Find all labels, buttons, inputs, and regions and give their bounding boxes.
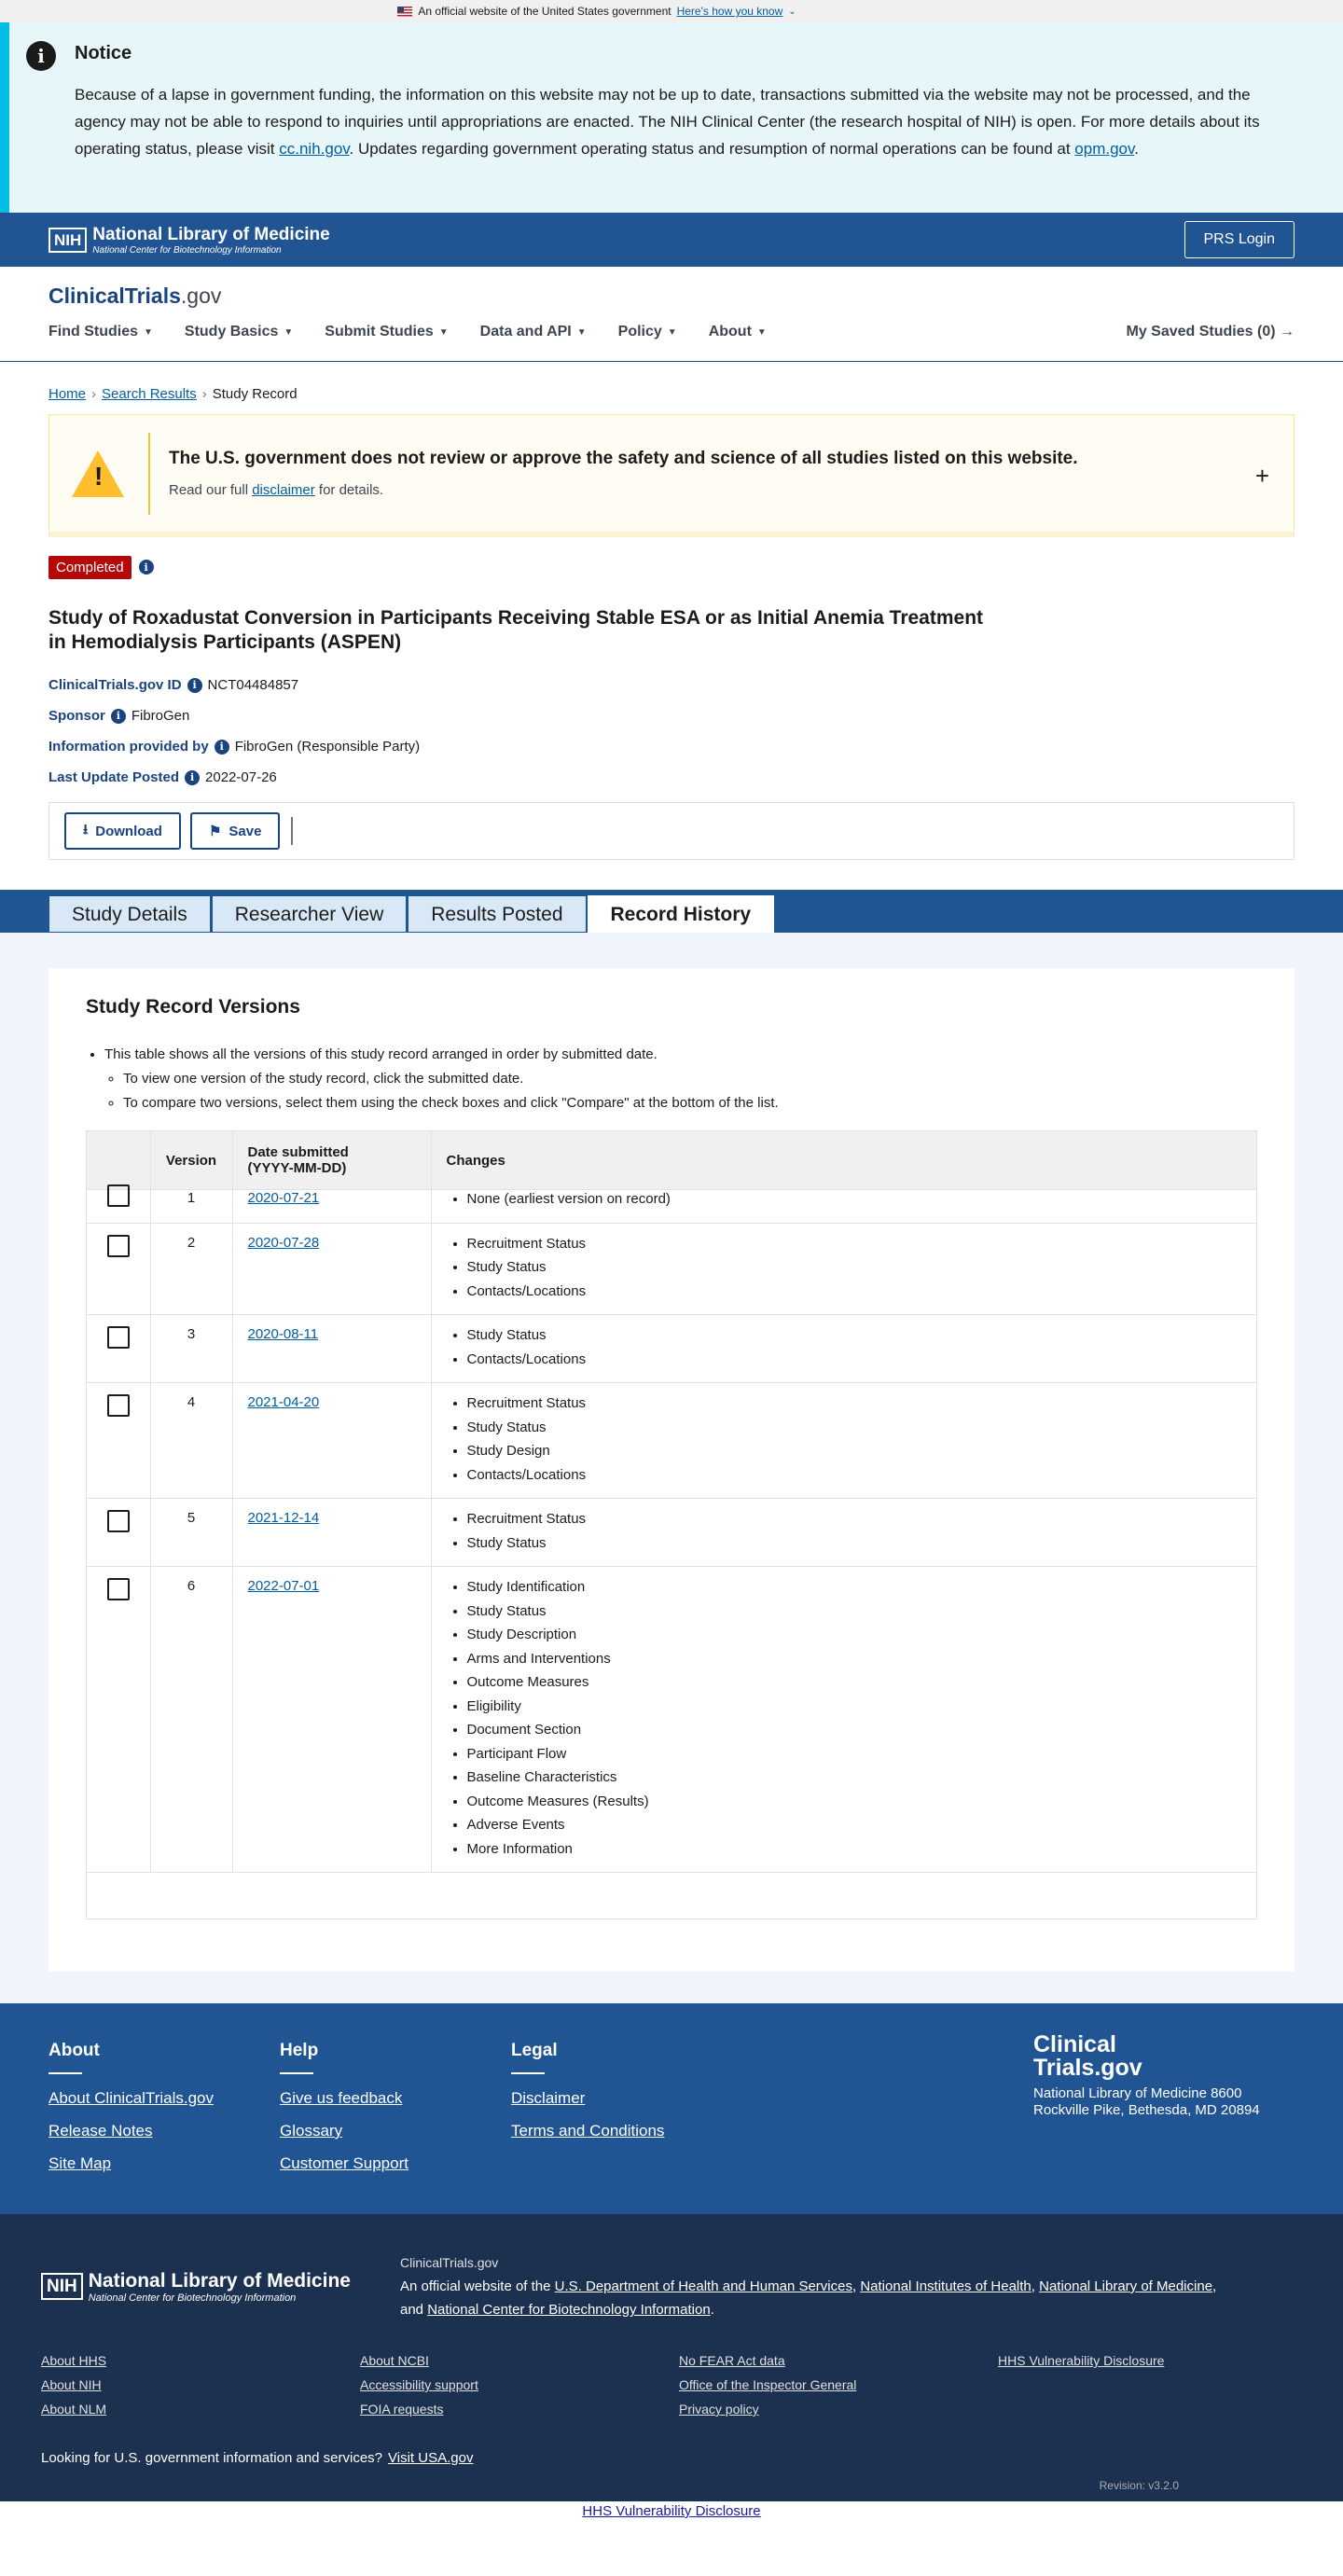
footer-link[interactable]: Site Map — [48, 2154, 112, 2172]
changes-list — [447, 1575, 1242, 1861]
footer-link[interactable]: About NCBI — [360, 2353, 429, 2368]
download-icon: ⭳ — [83, 821, 89, 838]
info-icon: i — [26, 41, 56, 71]
change-item: • Study Status — [467, 1255, 1242, 1280]
disclaimer-title: The U.S. government does not review or approve the safety and science of all studies listed on this website. — [169, 449, 1078, 468]
version-number: 5 — [150, 1499, 232, 1567]
version-number: 4 — [150, 1383, 232, 1499]
table-row — [87, 1383, 1256, 1499]
nlm-link[interactable]: National Library of Medicine — [1039, 2278, 1213, 2294]
footer-link[interactable]: No FEAR Act data — [679, 2353, 785, 2368]
disclaimer-banner — [48, 414, 1295, 537]
notice-banner — [0, 22, 1343, 213]
footer-address: National Library of Medicine 8600 Rockville Pike, Bethesda, MD 20894 — [1033, 2085, 1260, 2118]
cc-nih-link[interactable]: cc.nih.gov — [279, 140, 350, 158]
table-row — [87, 1315, 1256, 1383]
table-row — [87, 1190, 1256, 1224]
us-flag-icon — [397, 7, 412, 17]
version-date-link[interactable]: 2021-12-14 — [247, 1510, 320, 1526]
main-nav — [48, 324, 1295, 340]
warning-icon: ! — [72, 450, 124, 497]
instructions-list — [86, 1043, 1257, 1115]
actions-bar — [48, 802, 1295, 860]
study-meta — [0, 655, 1343, 785]
save-button[interactable]: ⚑ Save — [190, 812, 281, 850]
nih-link[interactable]: National Institutes of Health — [860, 2278, 1031, 2294]
change-item: • Contacts/Locations — [467, 1463, 1242, 1488]
nav-submit-studies[interactable]: Submit Studies ▼ — [325, 324, 449, 339]
change-item: • Adverse Events — [467, 1813, 1242, 1837]
tab-record-history[interactable]: Record History — [588, 895, 775, 933]
changes-list — [447, 1392, 1242, 1487]
change-item: • Participant Flow — [467, 1742, 1242, 1766]
change-item: • Study Design — [467, 1439, 1242, 1463]
footer-link[interactable]: HHS Vulnerability Disclosure — [998, 2353, 1165, 2368]
bookmark-icon: ⚑ — [208, 824, 222, 839]
compare-checkbox[interactable] — [107, 1510, 130, 1532]
version-date-link[interactable]: 2020-07-21 — [247, 1190, 320, 1206]
table-row — [87, 1223, 1256, 1315]
nav-policy[interactable]: Policy ▼ — [617, 324, 677, 339]
gov-banner-text: An official website of the United States government — [418, 5, 672, 18]
content-area — [0, 933, 1343, 2003]
change-item: • Study Status — [467, 1323, 1242, 1348]
footer-link[interactable]: Privacy policy — [679, 2402, 759, 2417]
change-item: • Document Section — [467, 1718, 1242, 1742]
gov-banner — [0, 0, 1343, 22]
change-item: • Eligibility — [467, 1695, 1242, 1719]
versions-table — [87, 1131, 1256, 1919]
info-icon[interactable]: i — [185, 770, 200, 785]
clinicaltrials-logo[interactable]: ClinicalTrials.gov — [48, 284, 222, 308]
usa-gov-link[interactable]: Visit USA.gov — [388, 2450, 474, 2466]
info-provided-label: Information provided by — [48, 739, 209, 755]
info-icon[interactable]: i — [111, 709, 126, 724]
tab-results-posted[interactable]: Results Posted — [408, 895, 586, 933]
info-icon[interactable]: i — [187, 678, 202, 693]
chevron-down-icon: ▼ — [756, 326, 767, 338]
nav-data-api[interactable]: Data and API ▼ — [479, 324, 587, 339]
download-button[interactable]: ⭳ Download — [64, 812, 181, 850]
disclaimer-text: Read our full disclaimer for details. — [169, 482, 384, 498]
info-icon[interactable]: i — [215, 740, 229, 755]
change-item: • None (earliest version on record) — [467, 1187, 1242, 1212]
changes-list — [447, 1187, 1242, 1212]
footer-link[interactable]: Accessibility support — [360, 2377, 478, 2392]
version-number: 3 — [150, 1315, 232, 1383]
id-value: NCT04484857 — [207, 677, 299, 693]
tab-study-details[interactable]: Study Details — [48, 895, 211, 933]
col-date: Date submitted (YYYY-MM-DD) — [232, 1131, 431, 1190]
footer-bottom — [0, 2214, 1343, 2501]
my-saved-studies-link[interactable]: My Saved Studies (0) → — [1126, 324, 1295, 339]
status-badge: Completed — [48, 556, 132, 579]
arrow-right-icon: → — [1280, 324, 1295, 339]
chevron-down-icon: ▼ — [284, 326, 294, 338]
instruction-item: ◦ To view one version of the study record, click the submitted date. — [123, 1067, 1257, 1091]
prs-login-button[interactable]: PRS Login — [1184, 221, 1295, 258]
change-item: • Recruitment Status — [467, 1392, 1242, 1416]
footer-link[interactable]: Terms and Conditions — [511, 2122, 665, 2140]
footer-about-title: About — [48, 2041, 100, 2060]
chevron-down-icon: ▼ — [144, 326, 153, 338]
id-label: ClinicalTrials.gov ID — [48, 677, 182, 693]
breadcrumb: Home › Search Results › Study Record — [48, 386, 298, 402]
instruction-item: • This table shows all the versions of this study record arranged in order by submitted date. — [104, 1043, 1257, 1067]
nih-logo-box: NIH — [48, 228, 87, 253]
change-item: • Recruitment Status — [467, 1507, 1242, 1531]
footer-link[interactable]: Customer Support — [280, 2154, 408, 2172]
nav-study-basics[interactable]: Study Basics ▼ — [184, 324, 294, 339]
footer-link[interactable]: Glossary — [280, 2122, 343, 2140]
hhs-vulnerability-link[interactable]: HHS Vulnerability Disclosure — [582, 2503, 761, 2519]
footer-link[interactable]: Release Notes — [48, 2122, 153, 2140]
version-number: 2 — [150, 1223, 232, 1315]
sponsor-value: FibroGen — [131, 708, 190, 724]
instruction-item: ◦ To compare two versions, select them using the check boxes and click "Compare" at the bottom of the list. — [123, 1091, 1257, 1115]
notice-text: Because of a lapse in government funding, the information on this website may not be up to date, transactions submitted via the website may not be processed, and the agency may not be able to respond to inquiries until appropriations are enacted. The NIH Clinical Center (the research hospital of NIH) is open. For more details about its operating status, please visit cc.nih.gov. Updates regarding government operating status and resumption of normal operations can be found at opm.gov. — [75, 86, 1260, 158]
change-item: • Study Status — [467, 1416, 1242, 1440]
hhs-link[interactable]: U.S. Department of Health and Human Services — [554, 2278, 852, 2294]
change-item: • Recruitment Status — [467, 1232, 1242, 1256]
disclaimer-link[interactable]: disclaimer — [252, 482, 315, 498]
footer-top — [0, 2003, 1343, 2214]
version-date-link[interactable]: 2021-04-20 — [247, 1394, 320, 1410]
table-row — [87, 1499, 1256, 1567]
footer-link[interactable]: About NLM — [41, 2402, 107, 2417]
study-title: Study of Roxadustat Conversion in Participants Receiving Stable ESA or as Initial Anemia Treatment in Hemodialysis Participants (ASPEN) — [48, 607, 984, 653]
nih-header — [0, 213, 1343, 267]
info-icon[interactable]: i — [139, 560, 154, 575]
compare-checkbox[interactable] — [107, 1184, 130, 1207]
col-version: Version — [150, 1131, 232, 1190]
tab-researcher-view[interactable]: Researcher View — [212, 895, 408, 933]
status-row — [0, 537, 1343, 582]
ncbi-name: National Center for Biotechnology Information — [92, 244, 282, 256]
change-item: • Study Description — [467, 1623, 1242, 1647]
usa-gov-row: Looking for U.S. government information and services? Visit USA.gov — [41, 2450, 474, 2466]
compare-checkbox[interactable] — [107, 1326, 130, 1349]
footer-brand — [1033, 2033, 1285, 2119]
change-item: • Study Status — [467, 1531, 1242, 1556]
col-changes: Changes — [431, 1131, 1256, 1190]
chevron-down-icon: ▼ — [438, 326, 449, 338]
footer-link[interactable]: FOIA requests — [360, 2402, 444, 2417]
version-date-link[interactable]: 2020-07-28 — [247, 1234, 320, 1251]
nav-about[interactable]: About ▼ — [708, 324, 767, 339]
change-item: • More Information — [467, 1837, 1242, 1862]
version-date-link[interactable]: 2022-07-01 — [247, 1578, 320, 1594]
table-footer-row — [87, 1873, 1256, 1920]
version-date-link[interactable]: 2020-08-11 — [247, 1326, 319, 1342]
compare-checkbox[interactable] — [107, 1394, 130, 1417]
version-number: 6 — [150, 1567, 232, 1873]
table-row — [87, 1567, 1256, 1873]
footer-link[interactable]: About ClinicalTrials.gov — [48, 2089, 214, 2107]
revision-text: Revision: v3.2.0 — [1099, 2479, 1179, 2492]
version-number: 1 — [150, 1190, 232, 1224]
versions-panel — [48, 968, 1295, 1972]
changes-list — [447, 1323, 1242, 1371]
chevron-down-icon[interactable]: ⌄ — [788, 6, 796, 17]
changes-list — [447, 1507, 1242, 1555]
sponsor-label: Sponsor — [48, 708, 105, 724]
chevron-down-icon: ▼ — [576, 326, 587, 338]
breadcrumb-search-results[interactable]: Search Results — [102, 386, 197, 402]
footer-link[interactable]: Give us feedback — [280, 2089, 403, 2107]
changes-list — [447, 1232, 1242, 1304]
change-item: • Contacts/Locations — [467, 1348, 1242, 1372]
ncbi-link[interactable]: National Center for Biotechnology Information — [427, 2302, 711, 2318]
change-item: • Arms and Interventions — [467, 1647, 1242, 1671]
expand-plus-icon[interactable]: + — [1254, 462, 1269, 490]
site-header — [0, 267, 1343, 362]
footer-description: ClinicalTrials.gov An official website of the U.S. Department of Health and Human Services, National Institutes of Health, National Library of Medicine, and National Center for Biotechnology Information. — [400, 2255, 1217, 2318]
footer-link[interactable]: About NIH — [41, 2377, 102, 2392]
nav-find-studies[interactable]: Find Studies ▼ — [48, 324, 153, 339]
breadcrumb-home[interactable]: Home — [48, 386, 87, 402]
tab-bar — [0, 890, 1343, 933]
heres-how-you-know-link[interactable]: Here's how you know — [676, 5, 783, 18]
change-item: • Outcome Measures (Results) — [467, 1790, 1242, 1814]
footer-nlm-logo[interactable]: NIH National Library of Medicine National Center for Biotechnology Information — [41, 2251, 400, 2321]
bottom-link-bar — [0, 2501, 1343, 2522]
opm-link[interactable]: opm.gov — [1074, 140, 1135, 158]
last-update-value: 2022-07-26 — [205, 769, 277, 785]
footer-link[interactable]: Disclaimer — [511, 2089, 586, 2107]
footer-link[interactable]: About HHS — [41, 2353, 107, 2368]
last-update-label: Last Update Posted — [48, 769, 180, 785]
footer-help-title: Help — [280, 2041, 319, 2060]
nlm-name: National Library of Medicine — [92, 224, 330, 244]
change-item: • Contacts/Locations — [467, 1280, 1242, 1304]
footer-ct-logo[interactable]: Clinical Trials.gov — [1033, 2031, 1142, 2081]
chevron-down-icon: ▼ — [667, 326, 677, 338]
compare-checkbox[interactable] — [107, 1235, 130, 1257]
compare-checkbox[interactable] — [107, 1578, 130, 1600]
nlm-logo[interactable] — [48, 225, 330, 256]
breadcrumb-current: Study Record — [212, 386, 298, 402]
change-item: • Study Status — [467, 1600, 1242, 1624]
info-provided-value: FibroGen (Responsible Party) — [234, 739, 421, 755]
notice-title: Notice — [75, 43, 132, 63]
versions-table-container[interactable] — [86, 1130, 1257, 1919]
footer-bottom-links — [41, 2353, 1302, 2417]
footer-link[interactable]: Office of the Inspector General — [679, 2377, 857, 2392]
footer-legal-title: Legal — [511, 2041, 558, 2060]
change-item: • Baseline Characteristics — [467, 1766, 1242, 1790]
col-select — [87, 1131, 150, 1190]
change-item: • Outcome Measures — [467, 1670, 1242, 1695]
change-item: • Study Identification — [467, 1575, 1242, 1600]
versions-heading: Study Record Versions — [86, 996, 300, 1018]
